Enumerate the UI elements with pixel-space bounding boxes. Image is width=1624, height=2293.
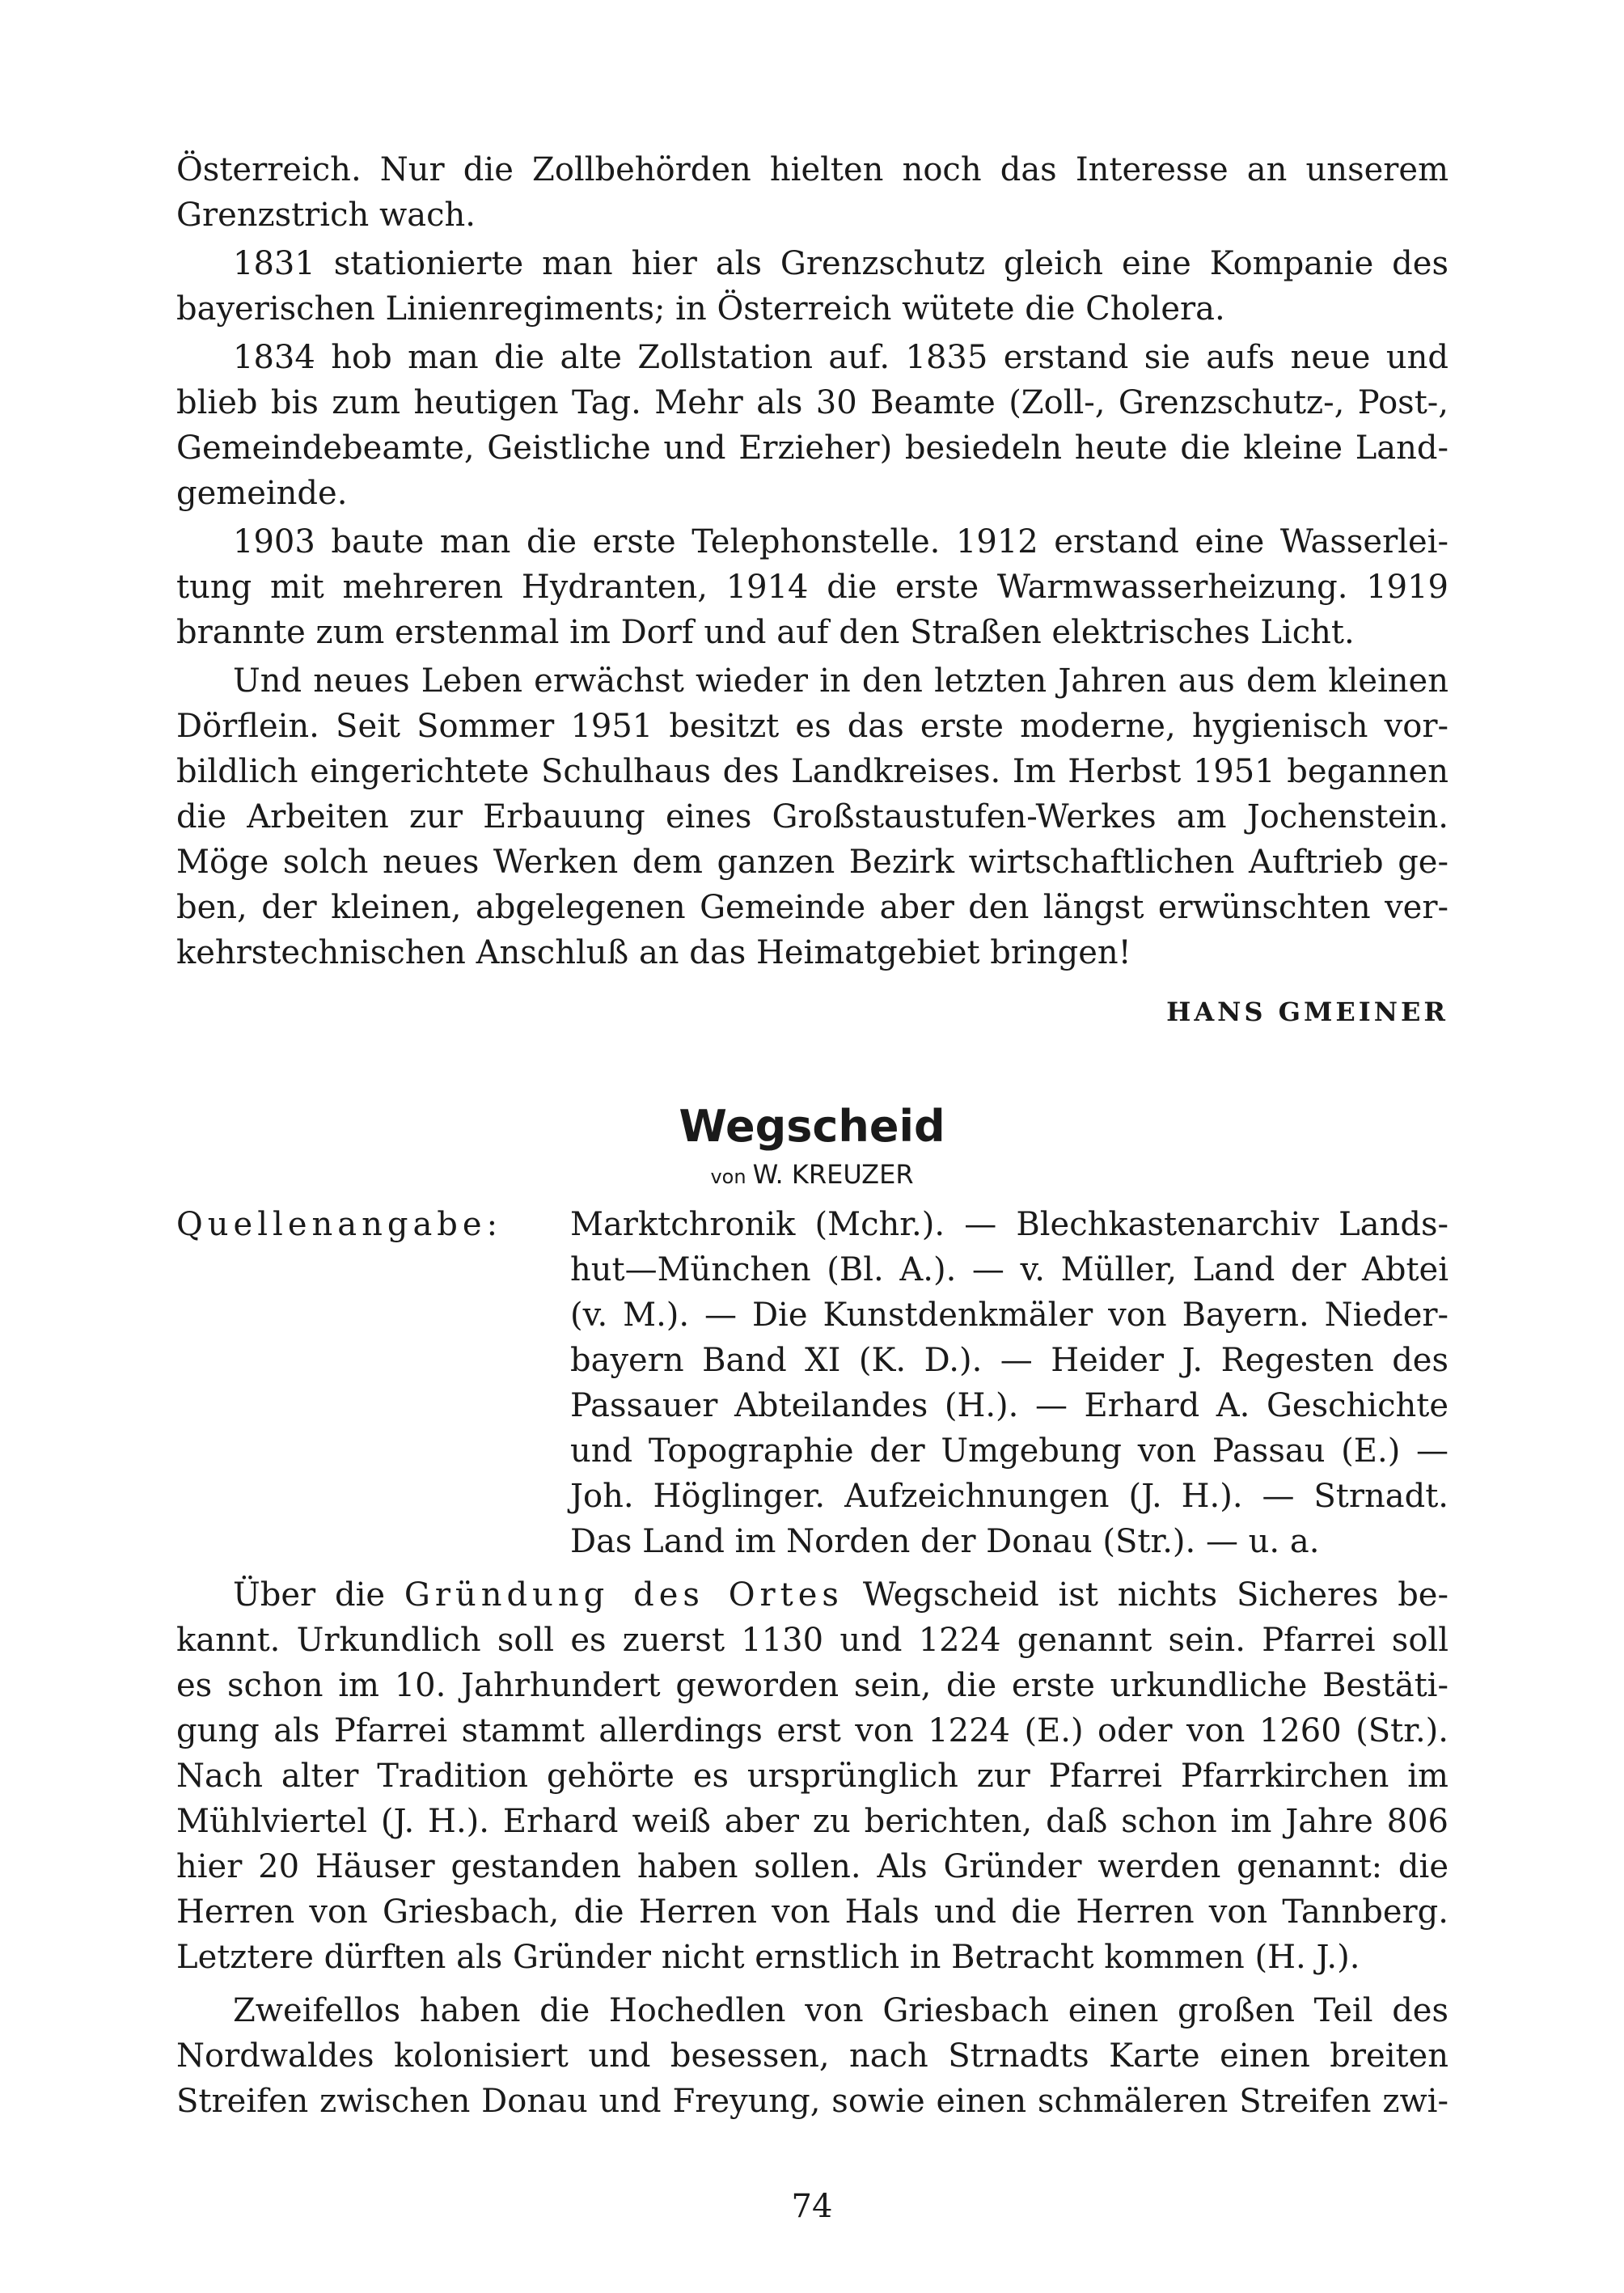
author-signature: HANS GMEINER: [1166, 996, 1448, 1027]
emphasized-text: Gründung des Ortes: [404, 1576, 844, 1614]
text-line: ben, der kleinen, abgelegenen Gemeinde aber den längst erwünschten ver-: [176, 889, 1448, 926]
text-fragment: Über die: [233, 1576, 386, 1614]
text-line: Österreich. Nur die Zollbehörden hielten noch das Interesse an unserem: [176, 151, 1448, 188]
text-line: 1834 hob man die alte Zollstation auf. 1835 erstand sie aufs neue und: [233, 339, 1448, 376]
source-line: (v. M.). — Die Kunstdenkmäler von Bayern. Nieder-: [570, 1297, 1448, 1334]
text-fragment: Wegscheid ist nichts Sicheres be-: [862, 1576, 1448, 1614]
source-line: und Topographie der Umgebung von Passau (E.) —: [570, 1432, 1448, 1470]
text-line: Nach alter Tradition gehörte es ursprünglich zur Pfarrei Pfarrkirchen im: [176, 1758, 1448, 1795]
text-line: Grenzstrich wach.: [176, 197, 476, 234]
source-line: bayern Band XI (K. D.). — Heider J. Regesten des: [570, 1342, 1448, 1379]
source-line: Joh. Höglinger. Aufzeichnungen (J. H.). — Strnadt.: [570, 1478, 1448, 1515]
text-line: hier 20 Häuser gestanden haben sollen. Als Gründer werden genannt: die: [176, 1848, 1448, 1885]
text-line: Nordwaldes kolonisiert und besessen, nach Strnadts Karte einen breiten: [176, 2037, 1448, 2075]
text-line: Streifen zwischen Donau und Freyung, sowie einen schmäleren Streifen zwi-: [176, 2083, 1448, 2120]
text-line: brannte zum erstenmal im Dorf und auf den Straßen elektrisches Licht.: [176, 614, 1355, 651]
text-line: Mühlviertel (J. H.). Erhard weiß aber zu berichten, daß schon im Jahre 806: [176, 1803, 1448, 1840]
text-line: Dörflein. Seit Sommer 1951 besitzt es das erste moderne, hygienisch vor-: [176, 708, 1448, 745]
sources-label: Quellenangabe:: [176, 1206, 503, 1243]
text-line: Letztere dürften als Gründer nicht ernstlich in Betracht kommen (H. J.).: [176, 1939, 1360, 1976]
text-line: gemeinde.: [176, 475, 348, 512]
text-line: blieb bis zum heutigen Tag. Mehr als 30 Beamte (Zoll-, Grenzschutz-, Post-,: [176, 384, 1448, 421]
text-line: gung als Pfarrei stammt allerdings erst von 1224 (E.) oder von 1260 (Str.).: [176, 1712, 1448, 1749]
source-line: hut—München (Bl. A.). — v. Müller, Land der Abtei: [570, 1251, 1448, 1288]
article-title: Wegscheid: [679, 1101, 945, 1152]
page-number: 74: [791, 2188, 833, 2225]
byline-author: W. KREUZER: [752, 1159, 914, 1190]
source-line: Passauer Abteilandes (H.). — Erhard A. Geschichte: [570, 1387, 1448, 1424]
text-line: Und neues Leben erwächst wieder in den letzten Jahren aus dem kleinen: [233, 662, 1448, 700]
text-line: bayerischen Linienregiments; in Österreich wütete die Cholera.: [176, 290, 1225, 328]
text-line: Möge solch neues Werken dem ganzen Bezirk wirtschaftlichen Auftrieb ge-: [176, 844, 1448, 881]
text-line: tung mit mehreren Hydranten, 1914 die erste Warmwasserheizung. 1919: [176, 569, 1448, 606]
text-line: Gemeindebeamte, Geistliche und Erzieher) besiedeln heute die kleine Land-: [176, 429, 1448, 467]
text-line: [233, 1572, 1448, 1618]
text-line: es schon im 10. Jahrhundert geworden sein, die erste urkundliche Bestäti-: [176, 1667, 1448, 1704]
text-line: bildlich eingerichtete Schulhaus des Landkreises. Im Herbst 1951 begannen: [176, 753, 1448, 790]
text-line: kannt. Urkundlich soll es zuerst 1130 und 1224 genannt sein. Pfarrei soll: [176, 1622, 1448, 1659]
article-byline: [0, 1157, 1624, 1195]
text-line: die Arbeiten zur Erbauung eines Großstaustufen-Werkes am Jochenstein.: [176, 798, 1448, 836]
byline-prefix: von: [710, 1166, 746, 1188]
source-line: Das Land im Norden der Donau (Str.). — u. a.: [570, 1523, 1320, 1560]
text-line: Zweifellos haben die Hochedlen von Griesbach einen großen Teil des: [233, 1992, 1448, 2029]
text-line: Herren von Griesbach, die Herren von Hals und die Herren von Tannberg.: [176, 1893, 1448, 1931]
text-line: 1903 baute man die erste Telephonstelle. 1912 erstand eine Wasserlei-: [233, 523, 1448, 561]
source-line: Marktchronik (Mchr.). — Blechkastenarchiv Lands-: [570, 1206, 1448, 1243]
text-line: kehrstechnischen Anschluß an das Heimatgebiet bringen!: [176, 934, 1131, 971]
text-line: 1831 stationierte man hier als Grenzschutz gleich eine Kompanie des: [233, 245, 1448, 282]
